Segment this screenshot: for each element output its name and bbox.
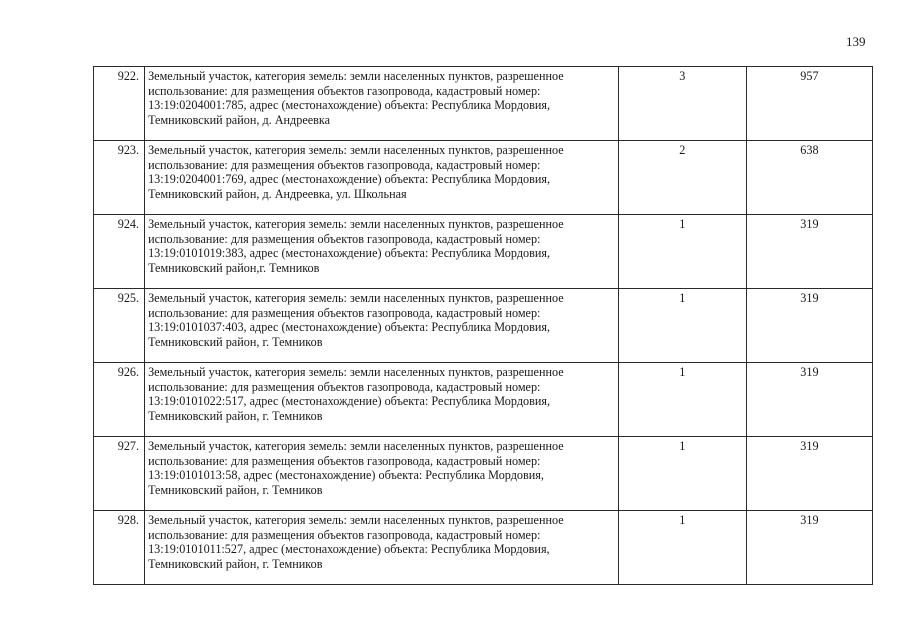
table-row [94,215,873,289]
table-row [94,289,873,363]
plot-quantity: 3 [618,67,746,141]
row-number: 923. [94,141,145,215]
plot-description [145,437,619,511]
land-plots-table [93,66,873,585]
description-line: Земельный участок, категория земель: земли населенных пунктов, разрешенное [148,365,564,379]
description-line: использование: для размещения объектов газопровода, кадастровый номер: [148,453,541,468]
plot-value: 319 [746,437,872,511]
plot-quantity: 1 [618,289,746,363]
table-row [94,141,873,215]
description-line: 13:19:0204001:769, адрес (местонахождение) объекта: Республика Мордовия, [148,172,551,187]
row-number: 924. [94,215,145,289]
table-row [94,67,873,141]
description-line: Земельный участок, категория земель: земли населенных пунктов, разрешенное [148,69,564,83]
description-line: Земельный участок, категория земель: земли населенных пунктов, разрешенное [148,439,564,453]
description-line: Земельный участок, категория земель: земли населенных пунктов, разрешенное [148,143,564,157]
row-number: 926. [94,363,145,437]
plot-description [145,141,619,215]
description-line: Темниковский район, г. Темников [148,408,323,423]
description-line: 13:19:0204001:785, адрес (местонахождение) объекта: Республика Мордовия, [148,98,551,113]
plot-value: 638 [746,141,872,215]
plot-quantity: 1 [618,511,746,585]
plot-description [145,289,619,363]
table-row [94,511,873,585]
plot-value: 319 [746,363,872,437]
page-number: 139 [846,34,866,49]
plot-quantity: 1 [618,215,746,289]
description-line: 13:19:0101022:517, адрес (местонахождение) объекта: Республика Мордовия, [148,394,551,409]
row-number: 925. [94,289,145,363]
description-line: Темниковский район, д. Андреевка, ул. Школьная [148,186,407,201]
description-line: Темниковский район, г. Темников [148,556,323,571]
description-line: Земельный участок, категория земель: земли населенных пунктов, разрешенное [148,513,564,527]
plot-value: 319 [746,289,872,363]
description-line: использование: для размещения объектов газопровода, кадастровый номер: [148,231,541,246]
description-line: Земельный участок, категория земель: земли населенных пунктов, разрешенное [148,291,564,305]
description-line: использование: для размещения объектов газопровода, кадастровый номер: [148,157,541,172]
plot-description [145,215,619,289]
description-line: использование: для размещения объектов газопровода, кадастровый номер: [148,83,541,98]
description-line: использование: для размещения объектов газопровода, кадастровый номер: [148,379,541,394]
plot-description [145,363,619,437]
description-line: Темниковский район, г. Темников [148,334,323,349]
plot-quantity: 1 [618,437,746,511]
plot-value: 957 [746,67,872,141]
row-number: 928. [94,511,145,585]
row-number: 927. [94,437,145,511]
description-line: Темниковский район, г. Темников [148,482,323,497]
plot-description [145,511,619,585]
description-line: использование: для размещения объектов газопровода, кадастровый номер: [148,305,541,320]
row-number: 922. [94,67,145,141]
description-line: 13:19:0101011:527, адрес (местонахождение) объекта: Республика Мордовия, [148,542,550,557]
description-line: Земельный участок, категория земель: земли населенных пунктов, разрешенное [148,217,564,231]
description-line: использование: для размещения объектов газопровода, кадастровый номер: [148,527,541,542]
description-line: 13:19:0101019:383, адрес (местонахождение) объекта: Республика Мордовия, [148,246,551,261]
plot-value: 319 [746,511,872,585]
table-row [94,363,873,437]
table-row [94,437,873,511]
description-line: Темниковский район, д. Андреевка [148,112,331,127]
plot-value: 319 [746,215,872,289]
plot-quantity: 1 [618,363,746,437]
description-line: 13:19:0101037:403, адрес (местонахождение) объекта: Республика Мордовия, [148,320,551,335]
plot-quantity: 2 [618,141,746,215]
description-line: 13:19:0101013:58, адрес (местонахождение) объекта: Республика Мордовия, [148,468,544,483]
description-line: Темниковский район,г. Темников [148,260,320,275]
plot-description [145,67,619,141]
